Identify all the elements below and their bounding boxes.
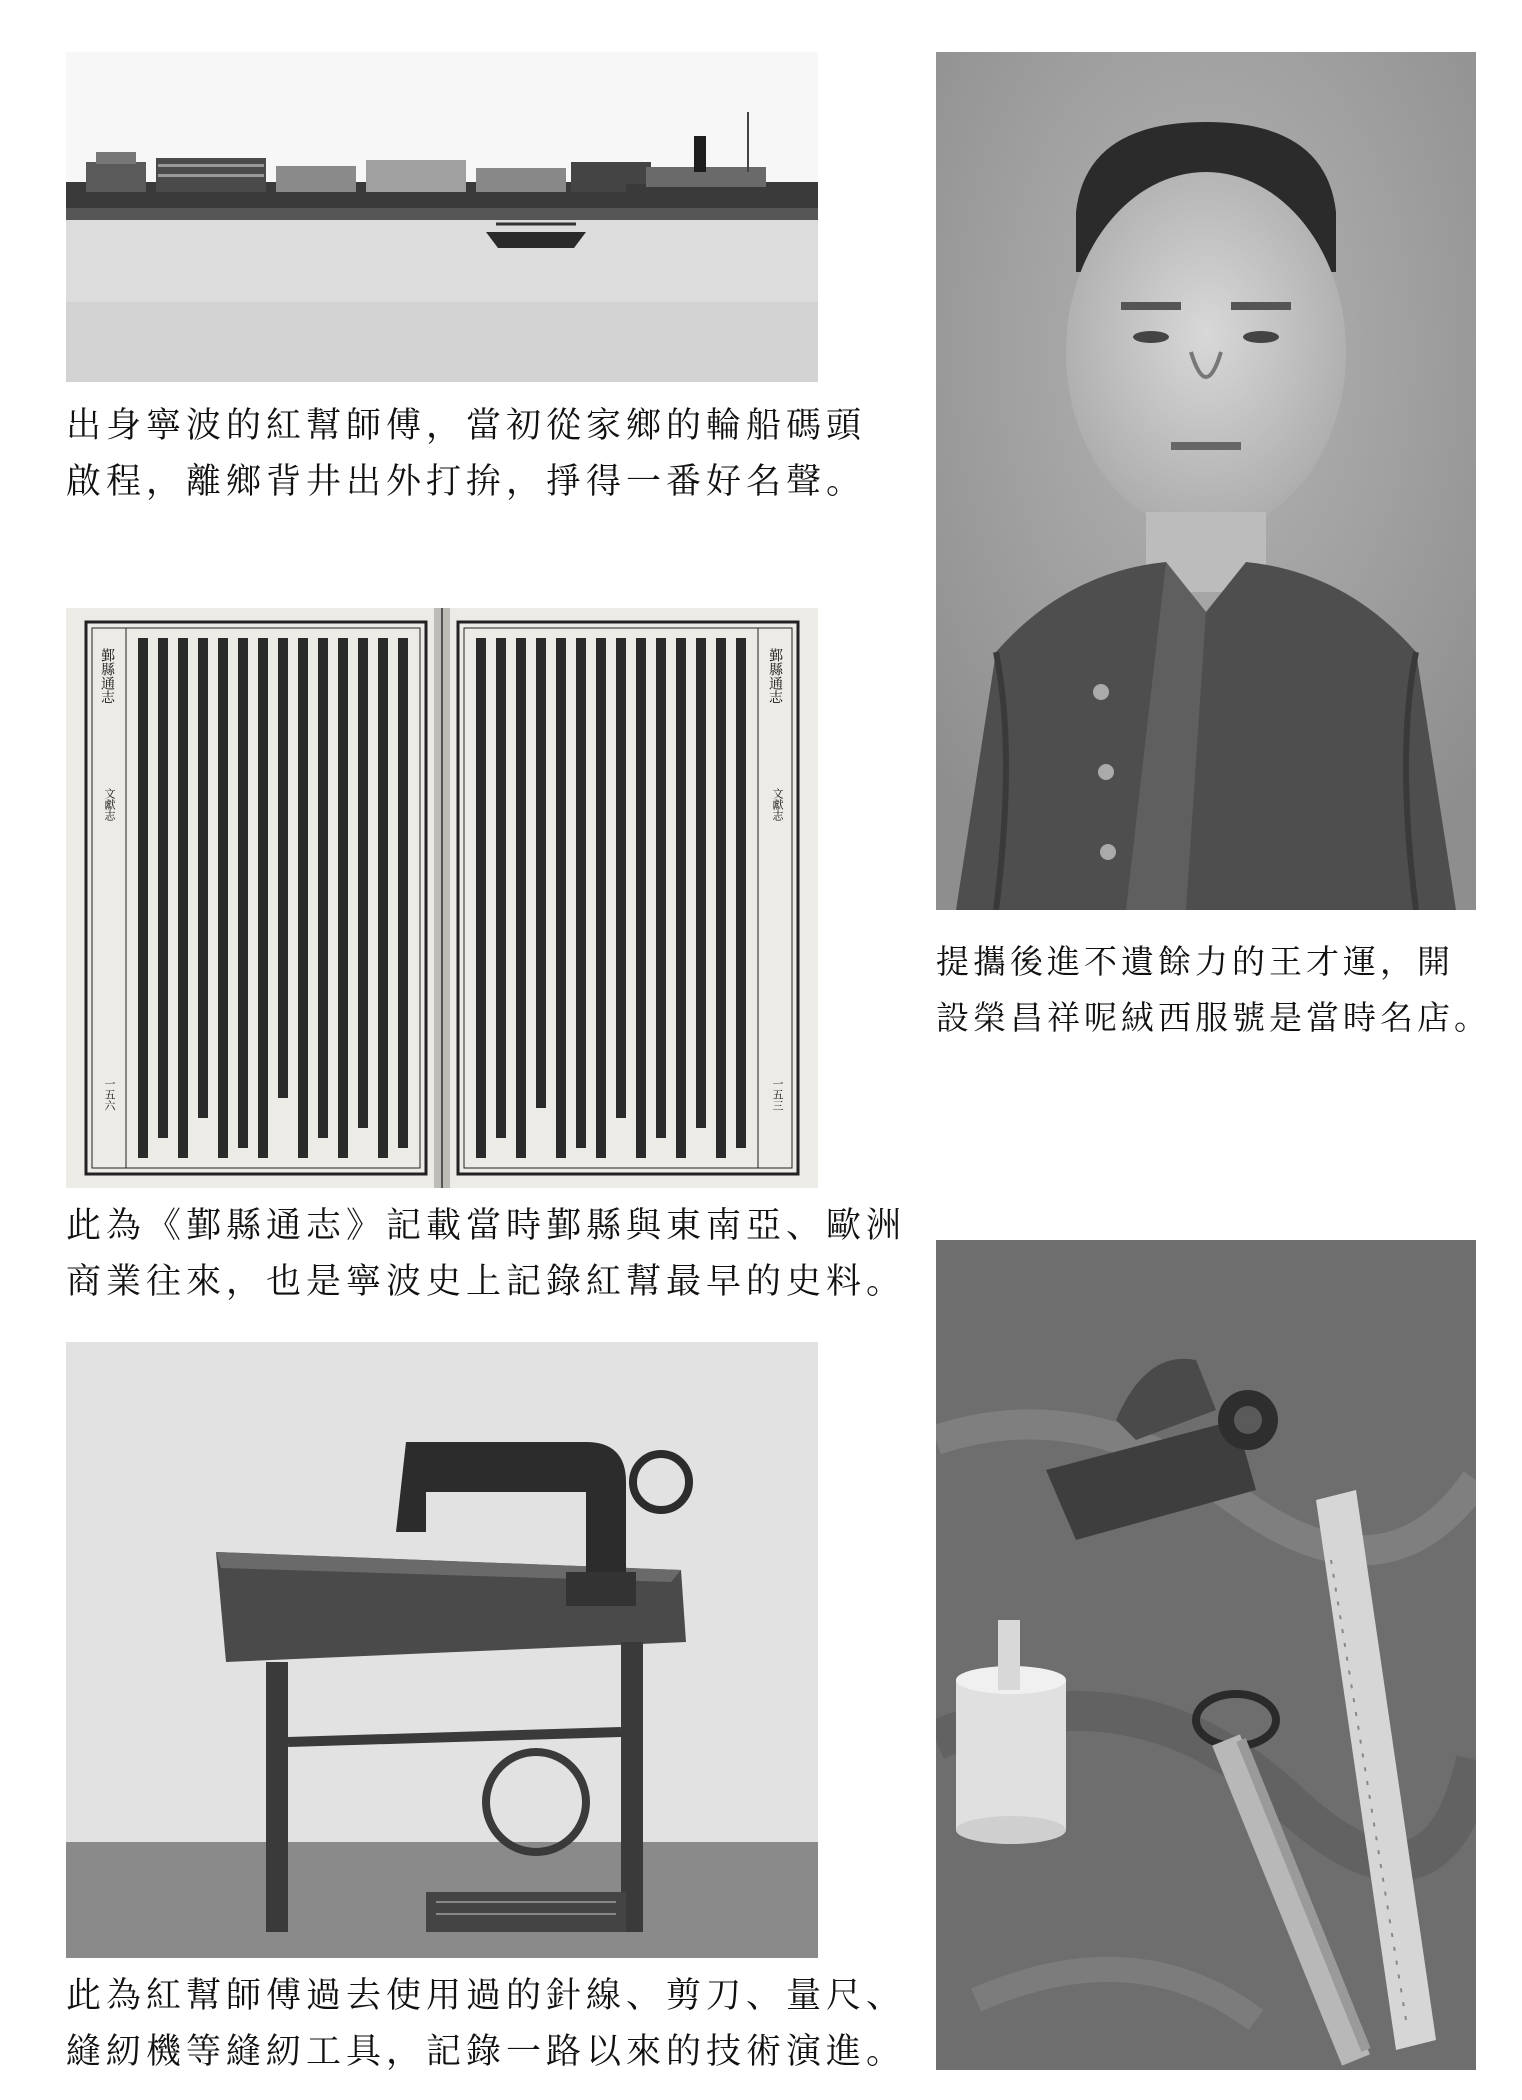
- left-page-header: 鄞縣通志: [99, 648, 115, 704]
- right-page-header: 鄞縣通志: [767, 648, 783, 704]
- sewing-machine-photo: [66, 1342, 818, 1958]
- portrait-caption-line2: 設榮昌祥呢絨西服號是當時名店。: [936, 998, 1491, 1037]
- sewing-caption-line2: 縫紉機等縫紉工具，記錄一路以來的技術演進。: [66, 2032, 907, 2072]
- gazetteer-caption-line2: 商業往來，也是寧波史上記錄紅幫最早的史料。: [66, 1262, 907, 1302]
- portrait-caption: [936, 934, 1491, 1046]
- tailoring-tools-photo: [936, 1240, 1476, 2070]
- right-page-number: 一五三: [771, 1078, 784, 1111]
- right-page-section: 文獻志: [771, 788, 784, 821]
- harbor-caption-line2: 啟程，離鄉背井出外打拚，掙得一番好名聲。: [66, 462, 867, 502]
- gazetteer-caption: [66, 1198, 906, 1310]
- harbor-photo: [66, 52, 818, 382]
- portrait-photo: [936, 52, 1476, 910]
- left-page-number: 一五六: [103, 1078, 116, 1111]
- gazetteer-photo: [66, 608, 818, 1188]
- harbor-caption: [66, 398, 866, 510]
- harbor-caption-line1: 出身寧波的紅幫師傅，當初從家鄉的輪船碼頭: [66, 406, 867, 446]
- sewing-caption: [66, 1968, 906, 2080]
- sewing-caption-line1: 此為紅幫師傅過去使用過的針線、剪刀、量尺、: [66, 1976, 907, 2016]
- left-page-section: 文獻志: [103, 788, 116, 821]
- gazetteer-caption-line1: 此為《鄞縣通志》記載當時鄞縣與東南亞、歐洲: [66, 1206, 907, 1246]
- portrait-caption-line1: 提攜後進不遺餘力的王才運，開: [936, 942, 1454, 981]
